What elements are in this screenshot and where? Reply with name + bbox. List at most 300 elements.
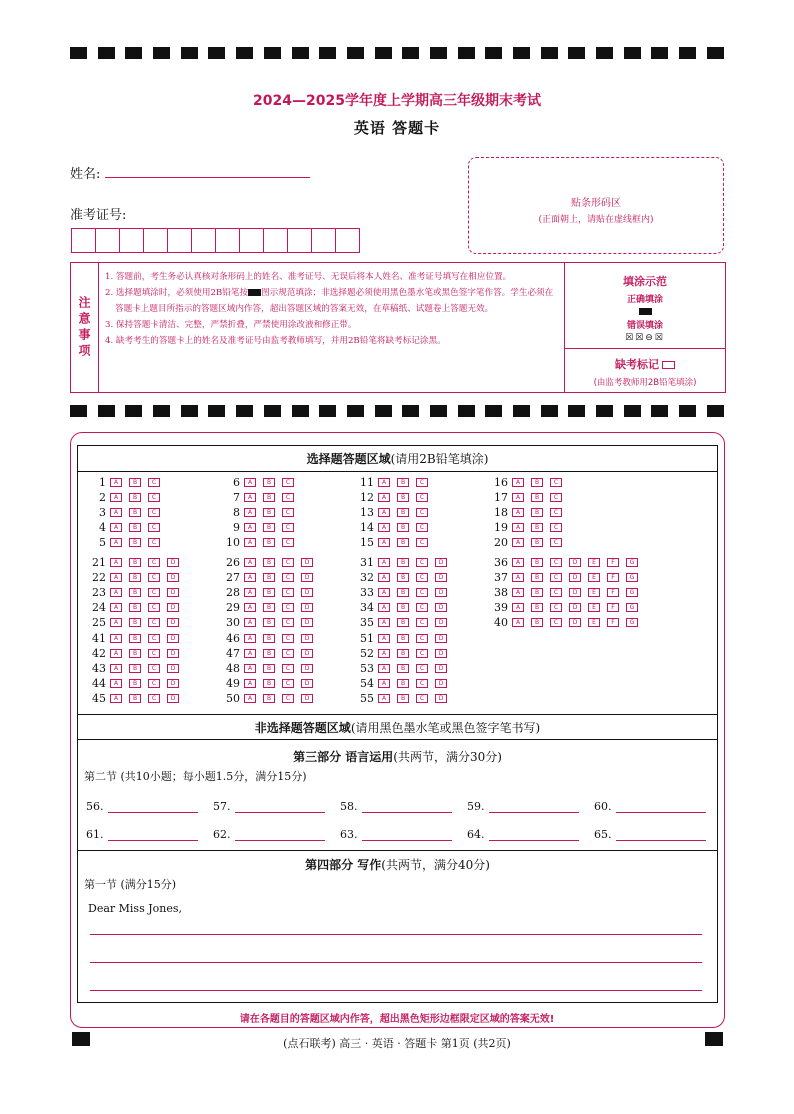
answer-bubble[interactable]: B bbox=[263, 588, 275, 597]
answer-bubble[interactable]: B bbox=[129, 603, 141, 612]
timing-mark bbox=[624, 405, 641, 417]
boundary-warning: 请在各题目的答题区域内作答，超出黑色矩形边框限定区域的答案无效! bbox=[239, 1014, 555, 1025]
answer-bubble[interactable]: A bbox=[110, 588, 122, 597]
answer-bubble[interactable]: C bbox=[416, 538, 428, 547]
filled-mark-icon bbox=[248, 289, 261, 296]
answer-bubble[interactable]: D bbox=[435, 573, 447, 582]
question-row bbox=[346, 601, 454, 614]
answer-bubble[interactable]: C bbox=[282, 523, 294, 532]
answer-bubble[interactable]: C bbox=[550, 523, 562, 532]
answer-bubble[interactable]: D bbox=[435, 664, 447, 673]
exam-id-cell[interactable] bbox=[95, 228, 120, 253]
answer-bubble[interactable]: G bbox=[626, 573, 638, 582]
answer-bubble[interactable]: C bbox=[148, 523, 160, 532]
answer-bubble[interactable]: B bbox=[129, 618, 141, 627]
answer-bubble[interactable]: A bbox=[378, 493, 390, 502]
answer-bubble[interactable]: C bbox=[148, 493, 160, 502]
answer-bubble[interactable]: C bbox=[550, 478, 562, 487]
answer-bubble[interactable]: D bbox=[301, 694, 313, 703]
answer-bubble[interactable]: B bbox=[263, 573, 275, 582]
timing-mark bbox=[485, 405, 502, 417]
answer-bubble[interactable]: D bbox=[435, 694, 447, 703]
answer-bubble[interactable]: C bbox=[550, 558, 562, 567]
answer-bubble[interactable]: B bbox=[129, 508, 141, 517]
answer-bubble[interactable]: D bbox=[167, 588, 179, 597]
timing-mark bbox=[541, 405, 558, 417]
answer-bubble[interactable]: A bbox=[244, 664, 256, 673]
answer-bubble[interactable]: B bbox=[263, 694, 275, 703]
fill-example bbox=[565, 263, 725, 349]
answer-bubble[interactable]: A bbox=[110, 664, 122, 673]
answer-bubble[interactable]: A bbox=[244, 649, 256, 658]
answer-bubble[interactable]: A bbox=[244, 538, 256, 547]
answer-bubble[interactable]: A bbox=[378, 618, 390, 627]
answer-bubble[interactable]: A bbox=[512, 478, 524, 487]
answer-bubble[interactable]: A bbox=[110, 508, 122, 517]
answer-bubble[interactable]: B bbox=[129, 573, 141, 582]
blank-line[interactable] bbox=[616, 829, 706, 841]
notice-item-4: 4. 缺考考生的答题卡上的姓名及准考证号由监考教师填写，并用2B铅笔将缺考标记涂黑。 bbox=[105, 336, 446, 346]
answer-bubble[interactable]: D bbox=[301, 618, 313, 627]
answer-bubble[interactable]: D bbox=[569, 558, 581, 567]
exam-id-grid[interactable] bbox=[71, 228, 359, 253]
blank-line[interactable] bbox=[489, 801, 579, 813]
answer-bubble[interactable]: G bbox=[626, 618, 638, 627]
answer-bubble[interactable]: C bbox=[148, 558, 160, 567]
answer-bubble[interactable]: C bbox=[550, 603, 562, 612]
answer-bubble[interactable]: D bbox=[435, 603, 447, 612]
answer-bubble[interactable]: C bbox=[282, 478, 294, 487]
question-number: 29 bbox=[226, 601, 240, 614]
question-row bbox=[346, 677, 454, 690]
timing-mark bbox=[402, 405, 419, 417]
answer-bubble[interactable]: B bbox=[531, 603, 543, 612]
exam-id-cell[interactable] bbox=[215, 228, 240, 253]
blank-number: 60. bbox=[594, 800, 612, 813]
answer-bubble[interactable]: B bbox=[531, 508, 543, 517]
answer-bubble[interactable]: A bbox=[244, 493, 256, 502]
answer-bubble[interactable]: B bbox=[531, 618, 543, 627]
answer-bubble[interactable]: C bbox=[148, 649, 160, 658]
absent-mark-note: (由监考教师用2B铅笔填涂) bbox=[593, 378, 697, 388]
answer-bubble[interactable]: B bbox=[263, 664, 275, 673]
answer-bubble[interactable]: C bbox=[416, 618, 428, 627]
answer-bubble[interactable]: C bbox=[148, 508, 160, 517]
answer-bubble[interactable]: B bbox=[263, 523, 275, 532]
answer-bubble[interactable]: A bbox=[512, 508, 524, 517]
answer-bubble[interactable]: B bbox=[531, 573, 543, 582]
answer-bubble[interactable]: A bbox=[378, 679, 390, 688]
answer-bubble[interactable]: C bbox=[416, 603, 428, 612]
answer-bubble[interactable]: B bbox=[263, 493, 275, 502]
answer-bubble[interactable]: A bbox=[378, 508, 390, 517]
exam-id-cell[interactable] bbox=[119, 228, 144, 253]
writing-line[interactable] bbox=[90, 934, 702, 935]
answer-bubble[interactable]: C bbox=[416, 478, 428, 487]
blank-answer bbox=[594, 828, 706, 841]
answer-bubble[interactable]: A bbox=[244, 634, 256, 643]
answer-bubble[interactable]: E bbox=[588, 573, 600, 582]
answer-bubble[interactable]: G bbox=[626, 558, 638, 567]
answer-bubble[interactable]: B bbox=[129, 538, 141, 547]
answer-bubble[interactable]: D bbox=[301, 558, 313, 567]
question-number: 16 bbox=[494, 476, 508, 489]
answer-bubble[interactable]: C bbox=[416, 664, 428, 673]
answer-bubble[interactable]: D bbox=[435, 634, 447, 643]
answer-bubble[interactable]: B bbox=[531, 523, 543, 532]
answer-bubble[interactable]: E bbox=[588, 558, 600, 567]
answer-bubble[interactable]: C bbox=[282, 603, 294, 612]
answer-bubble[interactable]: A bbox=[110, 603, 122, 612]
answer-bubble[interactable]: A bbox=[110, 694, 122, 703]
exam-id-cell[interactable] bbox=[143, 228, 168, 253]
answer-bubble[interactable]: C bbox=[282, 573, 294, 582]
answer-bubble[interactable]: F bbox=[607, 558, 619, 567]
answer-bubble[interactable]: D bbox=[167, 649, 179, 658]
answer-bubble[interactable]: C bbox=[282, 558, 294, 567]
answer-bubble[interactable]: A bbox=[244, 523, 256, 532]
answer-bubble[interactable]: F bbox=[607, 618, 619, 627]
answer-bubble[interactable]: A bbox=[378, 538, 390, 547]
answer-bubble[interactable]: C bbox=[416, 634, 428, 643]
answer-bubble[interactable]: B bbox=[397, 694, 409, 703]
answer-bubble[interactable]: A bbox=[378, 634, 390, 643]
question-number: 37 bbox=[494, 571, 508, 584]
answer-bubble[interactable]: D bbox=[167, 618, 179, 627]
answer-bubble[interactable]: C bbox=[550, 493, 562, 502]
blank-line[interactable] bbox=[235, 829, 325, 841]
answer-bubble[interactable]: C bbox=[282, 649, 294, 658]
answer-bubble[interactable]: A bbox=[110, 618, 122, 627]
answer-bubble[interactable]: A bbox=[244, 618, 256, 627]
answer-bubble[interactable]: B bbox=[397, 634, 409, 643]
question-row bbox=[480, 556, 645, 569]
answer-bubble[interactable]: C bbox=[416, 694, 428, 703]
answer-bubble[interactable]: C bbox=[282, 664, 294, 673]
absent-checkbox[interactable] bbox=[662, 361, 675, 369]
answer-bubble[interactable]: G bbox=[626, 588, 638, 597]
answer-bubble[interactable]: B bbox=[129, 493, 141, 502]
answer-bubble[interactable]: C bbox=[148, 618, 160, 627]
blank-answer bbox=[213, 800, 325, 813]
answer-bubble[interactable]: A bbox=[244, 478, 256, 487]
answer-bubble[interactable]: D bbox=[435, 588, 447, 597]
answer-bubble[interactable]: B bbox=[397, 478, 409, 487]
page-title: 2024—2025学年度上学期高三年级期末考试 bbox=[253, 93, 541, 109]
answer-bubble[interactable]: A bbox=[378, 478, 390, 487]
blank-line[interactable] bbox=[489, 829, 579, 841]
timing-mark bbox=[679, 47, 696, 59]
notice-heading: 注意事项 bbox=[71, 263, 99, 392]
answer-bubble[interactable]: D bbox=[167, 603, 179, 612]
answer-bubble[interactable]: C bbox=[416, 649, 428, 658]
exam-id-cell[interactable] bbox=[287, 228, 312, 253]
answer-bubble[interactable]: B bbox=[129, 523, 141, 532]
answer-bubble[interactable]: D bbox=[301, 603, 313, 612]
answer-bubble[interactable]: C bbox=[416, 558, 428, 567]
answer-bubble[interactable]: B bbox=[397, 508, 409, 517]
question-number: 13 bbox=[360, 506, 374, 519]
blank-line[interactable] bbox=[362, 829, 452, 841]
timing-mark bbox=[319, 405, 336, 417]
answer-bubble[interactable]: A bbox=[110, 558, 122, 567]
answer-bubble[interactable]: E bbox=[588, 588, 600, 597]
exam-id-cell[interactable] bbox=[263, 228, 288, 253]
answer-bubble[interactable]: C bbox=[148, 603, 160, 612]
answer-bubble[interactable]: B bbox=[531, 493, 543, 502]
answer-bubble[interactable]: B bbox=[531, 588, 543, 597]
answer-bubble[interactable]: C bbox=[282, 634, 294, 643]
question-number: 48 bbox=[226, 662, 240, 675]
question-number: 19 bbox=[494, 521, 508, 534]
question-row bbox=[346, 491, 435, 504]
exam-id-cell[interactable] bbox=[191, 228, 216, 253]
answer-bubble[interactable]: C bbox=[416, 573, 428, 582]
timing-mark bbox=[485, 47, 502, 59]
answer-bubble[interactable]: D bbox=[569, 588, 581, 597]
timing-mark bbox=[707, 47, 724, 59]
answer-bubble[interactable]: B bbox=[531, 558, 543, 567]
answer-bubble[interactable]: A bbox=[244, 694, 256, 703]
question-row bbox=[212, 556, 320, 569]
answer-bubble[interactable]: B bbox=[129, 634, 141, 643]
answer-bubble[interactable]: D bbox=[435, 679, 447, 688]
exam-id-cell[interactable] bbox=[311, 228, 336, 253]
answer-bubble[interactable]: B bbox=[397, 649, 409, 658]
answer-bubble[interactable]: F bbox=[607, 603, 619, 612]
question-number: 41 bbox=[92, 632, 106, 645]
answer-bubble[interactable]: B bbox=[397, 679, 409, 688]
answer-bubble[interactable]: B bbox=[397, 603, 409, 612]
blank-line[interactable] bbox=[108, 829, 198, 841]
timing-mark bbox=[707, 405, 724, 417]
answer-bubble[interactable]: B bbox=[263, 558, 275, 567]
answer-bubble[interactable]: C bbox=[282, 508, 294, 517]
answer-bubble[interactable]: B bbox=[397, 588, 409, 597]
answer-bubble[interactable]: A bbox=[110, 573, 122, 582]
answer-bubble[interactable]: A bbox=[110, 649, 122, 658]
answer-bubble[interactable]: B bbox=[129, 558, 141, 567]
answer-bubble[interactable]: C bbox=[282, 493, 294, 502]
answer-bubble[interactable]: B bbox=[263, 538, 275, 547]
answer-bubble[interactable]: A bbox=[110, 493, 122, 502]
answer-bubble[interactable]: B bbox=[129, 664, 141, 673]
notice-item-1: 1. 答题前，考生务必认真核对条形码上的姓名、准考证号、无误后将本人姓名、准考证号填写在相应位置。 bbox=[105, 272, 512, 282]
timing-mark bbox=[153, 47, 170, 59]
blank-line[interactable] bbox=[616, 801, 706, 813]
answer-bubble[interactable]: E bbox=[588, 618, 600, 627]
answer-bubble[interactable]: A bbox=[378, 588, 390, 597]
answer-bubble[interactable]: C bbox=[148, 573, 160, 582]
answer-bubble[interactable]: A bbox=[378, 664, 390, 673]
answer-bubble[interactable]: B bbox=[397, 573, 409, 582]
answer-bubble[interactable]: D bbox=[569, 603, 581, 612]
blank-number: 56. bbox=[86, 800, 104, 813]
answer-bubble[interactable]: A bbox=[378, 573, 390, 582]
answer-bubble[interactable]: B bbox=[129, 679, 141, 688]
answer-bubble[interactable]: A bbox=[110, 523, 122, 532]
answer-bubble[interactable]: C bbox=[148, 634, 160, 643]
answer-bubble[interactable]: A bbox=[244, 573, 256, 582]
answer-bubble[interactable]: A bbox=[512, 588, 524, 597]
question-row bbox=[78, 632, 186, 645]
answer-bubble[interactable]: D bbox=[435, 649, 447, 658]
answer-bubble[interactable]: C bbox=[282, 538, 294, 547]
wrong-fill-icons: ☒☒⊖☒ bbox=[625, 333, 665, 343]
question-row bbox=[212, 601, 320, 614]
answer-bubble[interactable]: A bbox=[378, 649, 390, 658]
answer-bubble[interactable]: E bbox=[588, 603, 600, 612]
answer-bubble[interactable]: B bbox=[263, 618, 275, 627]
exam-id-cell[interactable] bbox=[335, 228, 360, 253]
answer-bubble[interactable]: A bbox=[110, 478, 122, 487]
answer-bubble[interactable]: B bbox=[263, 679, 275, 688]
answer-bubble[interactable]: B bbox=[397, 493, 409, 502]
answer-bubble[interactable]: B bbox=[129, 694, 141, 703]
answer-bubble[interactable]: D bbox=[301, 679, 313, 688]
answer-bubble[interactable]: C bbox=[282, 618, 294, 627]
answer-bubble[interactable]: B bbox=[129, 478, 141, 487]
answer-bubble[interactable]: B bbox=[263, 508, 275, 517]
answer-bubble[interactable]: A bbox=[244, 558, 256, 567]
answer-bubble[interactable]: C bbox=[550, 588, 562, 597]
exam-id-cell[interactable] bbox=[239, 228, 264, 253]
answer-bubble[interactable]: C bbox=[282, 694, 294, 703]
answer-bubble[interactable]: D bbox=[167, 558, 179, 567]
answer-bubble[interactable]: D bbox=[301, 588, 313, 597]
answer-bubble[interactable]: C bbox=[282, 679, 294, 688]
timing-mark bbox=[651, 405, 668, 417]
answer-bubble[interactable]: B bbox=[397, 664, 409, 673]
answer-bubble[interactable]: A bbox=[244, 679, 256, 688]
answer-bubble[interactable]: B bbox=[263, 649, 275, 658]
answer-bubble[interactable]: D bbox=[167, 573, 179, 582]
answer-bubble[interactable]: C bbox=[416, 523, 428, 532]
exam-id-cell[interactable] bbox=[167, 228, 192, 253]
answer-bubble[interactable]: A bbox=[110, 679, 122, 688]
answer-bubble[interactable]: A bbox=[244, 603, 256, 612]
answer-bubble[interactable]: C bbox=[416, 508, 428, 517]
answer-bubble[interactable]: D bbox=[301, 634, 313, 643]
timing-mark bbox=[236, 405, 253, 417]
answer-bubble[interactable]: G bbox=[626, 603, 638, 612]
blank-line[interactable] bbox=[108, 801, 198, 813]
question-number: 35 bbox=[360, 616, 374, 629]
timing-mark bbox=[98, 47, 115, 59]
answer-bubble[interactable]: A bbox=[378, 558, 390, 567]
answer-bubble[interactable]: C bbox=[148, 538, 160, 547]
answer-bubble[interactable]: C bbox=[282, 588, 294, 597]
question-row bbox=[346, 536, 435, 549]
answer-bubble[interactable]: D bbox=[569, 573, 581, 582]
answer-bubble[interactable]: D bbox=[167, 664, 179, 673]
answer-bubble[interactable]: B bbox=[397, 538, 409, 547]
barcode-note: (正面朝上，请贴在虚线框内) bbox=[538, 215, 654, 225]
answer-bubble[interactable]: C bbox=[416, 679, 428, 688]
blank-number: 58. bbox=[340, 800, 358, 813]
name-field[interactable] bbox=[105, 177, 310, 178]
answer-bubble[interactable]: B bbox=[397, 618, 409, 627]
answer-bubble[interactable]: B bbox=[531, 538, 543, 547]
answer-bubble[interactable]: C bbox=[148, 478, 160, 487]
question-number: 23 bbox=[92, 586, 106, 599]
answer-bubble[interactable]: D bbox=[167, 634, 179, 643]
answer-bubble[interactable]: A bbox=[378, 523, 390, 532]
answer-bubble[interactable]: F bbox=[607, 573, 619, 582]
answer-bubble[interactable]: A bbox=[512, 573, 524, 582]
answer-bubble[interactable]: A bbox=[512, 618, 524, 627]
answer-bubble[interactable]: B bbox=[397, 558, 409, 567]
blank-number: 62. bbox=[213, 828, 231, 841]
answer-bubble[interactable]: C bbox=[550, 538, 562, 547]
answer-bubble[interactable]: D bbox=[301, 649, 313, 658]
answer-bubble[interactable]: A bbox=[512, 558, 524, 567]
answer-bubble[interactable]: C bbox=[148, 588, 160, 597]
part3-title: 第三部分 语言运用(共两节，满分30分) bbox=[293, 750, 502, 764]
answer-bubble[interactable]: C bbox=[148, 664, 160, 673]
blank-number: 64. bbox=[467, 828, 485, 841]
answer-bubble[interactable]: C bbox=[550, 508, 562, 517]
answer-bubble[interactable]: A bbox=[244, 588, 256, 597]
answer-bubble[interactable]: B bbox=[531, 478, 543, 487]
answer-bubble[interactable]: A bbox=[512, 493, 524, 502]
answer-bubble[interactable]: F bbox=[607, 588, 619, 597]
answer-bubble[interactable]: C bbox=[550, 618, 562, 627]
answer-bubble[interactable]: A bbox=[378, 694, 390, 703]
answer-bubble[interactable]: B bbox=[263, 634, 275, 643]
answer-bubble[interactable]: A bbox=[110, 538, 122, 547]
answer-bubble[interactable]: A bbox=[512, 523, 524, 532]
writing-line[interactable] bbox=[90, 990, 702, 991]
answer-bubble[interactable]: C bbox=[148, 694, 160, 703]
answer-bubble[interactable]: C bbox=[148, 679, 160, 688]
answer-bubble[interactable]: D bbox=[167, 679, 179, 688]
answer-bubble[interactable]: C bbox=[550, 573, 562, 582]
answer-bubble[interactable]: D bbox=[301, 664, 313, 673]
answer-bubble[interactable]: B bbox=[397, 523, 409, 532]
blank-line[interactable] bbox=[235, 801, 325, 813]
question-number: 6 bbox=[233, 476, 240, 489]
question-row bbox=[346, 586, 454, 599]
answer-bubble[interactable]: B bbox=[129, 649, 141, 658]
timing-mark bbox=[70, 405, 87, 417]
answer-bubble[interactable]: C bbox=[416, 493, 428, 502]
writing-line[interactable] bbox=[90, 962, 702, 963]
answer-bubble[interactable]: A bbox=[512, 603, 524, 612]
answer-bubble[interactable]: A bbox=[378, 603, 390, 612]
answer-bubble[interactable]: B bbox=[263, 478, 275, 487]
answer-bubble[interactable]: D bbox=[167, 694, 179, 703]
exam-id-cell[interactable] bbox=[71, 228, 96, 253]
question-number: 31 bbox=[360, 556, 374, 569]
answer-bubble[interactable]: D bbox=[435, 618, 447, 627]
timing-mark bbox=[541, 47, 558, 59]
timing-marks-middle bbox=[70, 405, 724, 419]
answer-bubble[interactable]: B bbox=[263, 603, 275, 612]
question-row bbox=[78, 521, 167, 534]
answer-bubble[interactable]: A bbox=[512, 538, 524, 547]
notice-items bbox=[99, 263, 565, 392]
answer-bubble[interactable]: D bbox=[301, 573, 313, 582]
answer-bubble[interactable]: D bbox=[435, 558, 447, 567]
answer-bubble[interactable]: A bbox=[110, 634, 122, 643]
answer-bubble[interactable]: D bbox=[569, 618, 581, 627]
answer-bubble[interactable]: C bbox=[416, 588, 428, 597]
answer-bubble[interactable]: B bbox=[129, 588, 141, 597]
blank-line[interactable] bbox=[362, 801, 452, 813]
question-row bbox=[78, 506, 167, 519]
answer-bubble[interactable]: A bbox=[244, 508, 256, 517]
